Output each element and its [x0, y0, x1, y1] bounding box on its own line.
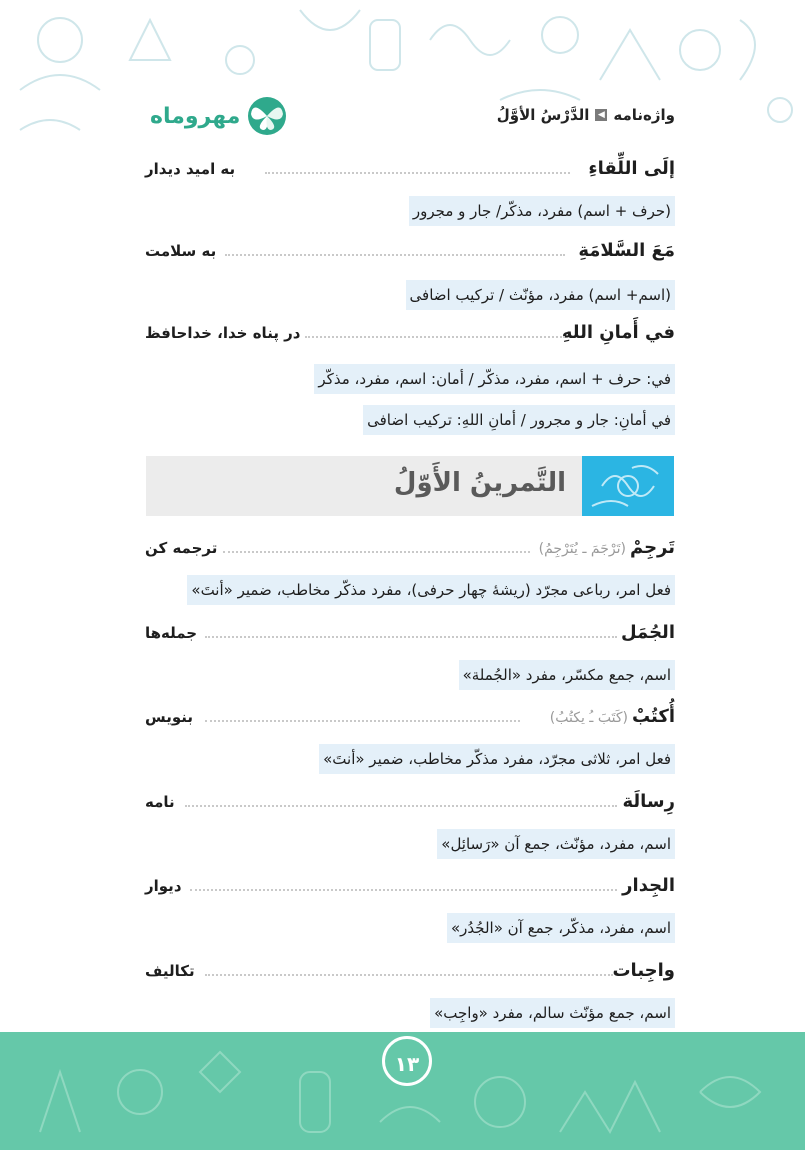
grammar-note: (اسم+ اسم) مفرد، مؤنّث / ترکیب اضافی — [406, 280, 675, 310]
grammar-note: اسم، جمع مکسّر، مفرد «الجُملة» — [459, 660, 675, 690]
vocab-entry — [145, 875, 675, 901]
vocab-entry — [145, 960, 675, 986]
dotted-leader — [205, 974, 613, 976]
butterfly-logo-icon — [244, 96, 290, 136]
dotted-leader — [225, 254, 565, 256]
grammar-note: اسم، جمع مؤنّث سالم، مفرد «واجِب» — [430, 998, 675, 1028]
brand — [150, 96, 290, 136]
breadcrumb-parent: واژه‌نامه — [613, 106, 675, 124]
dotted-leader — [223, 551, 530, 553]
breadcrumb — [497, 106, 675, 124]
page-number: ۱۳ — [382, 1036, 432, 1086]
vocab-entry — [145, 791, 675, 817]
section-title: التَّمرينُ الأَوّلُ — [393, 468, 566, 498]
arabic-word — [622, 875, 675, 896]
grammar-note: اسم، مفرد، مذکّر، جمع آن «الجُدُر» — [447, 913, 675, 943]
dotted-leader — [185, 805, 617, 807]
dotted-leader — [205, 720, 520, 722]
section-banner — [146, 456, 674, 516]
grammar-note: (حرف + اسم) مفرد، مذکّر/ جار و مجرور — [409, 196, 675, 226]
brand-name: مهروماه — [150, 103, 241, 129]
vocab-entry — [145, 622, 675, 648]
persian-translation: جمله‌ها — [145, 624, 198, 642]
dotted-leader — [305, 336, 565, 338]
arabic-word — [621, 622, 675, 643]
vocab-entry — [145, 537, 675, 563]
chevron-left-icon: ◀ — [595, 109, 607, 121]
vocab-entry — [145, 322, 675, 348]
word-text: الجُمَل — [620, 622, 675, 643]
root-hint: (کَتَبَ ـُ یکتُبُ) — [549, 710, 628, 726]
grammar-note: اسم، مفرد، مؤنّث، جمع آن «رَسائِل» — [437, 829, 675, 859]
word-text: أُكتُبْ — [631, 706, 675, 727]
word-text: تَرجِمْ — [629, 537, 675, 558]
persian-translation: به سلامت — [145, 242, 217, 260]
vocab-entry — [145, 240, 675, 266]
grammar-note: فعل امر، رباعی مجرّد (ریشهٔ چهار حرفی)، مفرد مذکّر مخاطب، ضمیر «أنتَ» — [187, 575, 675, 605]
vocab-entry — [145, 158, 675, 184]
persian-translation: دیوار — [145, 877, 182, 895]
breadcrumb-current: الدَّرْسُ الأوَّلُ — [496, 106, 590, 124]
arabic-word — [550, 706, 675, 727]
grammar-note: في أمانِ: جار و مجرور / أمانِ اللهِ: ترکیب اضافی — [363, 405, 675, 435]
page-header — [120, 96, 675, 136]
arabic-word — [612, 960, 675, 981]
arabic-word: في أَمانِ اللهِ — [561, 322, 675, 343]
persian-translation: به امید دیدار — [145, 160, 236, 178]
vocab-entry — [145, 706, 675, 732]
persian-translation: نامه — [145, 793, 175, 811]
dotted-leader — [190, 889, 617, 891]
grammar-note: فعل امر، ثلاثی مجرّد، مفرد مذکّر مخاطب، ضمیر «أنتَ» — [319, 744, 675, 774]
root-hint: (تَرْجَمَ ـ یُتَرْجِمُ) — [538, 541, 626, 557]
persian-translation: بنویس — [145, 708, 193, 726]
arabic-word: مَعَ السَّلامَةِ — [578, 240, 675, 261]
dotted-leader — [205, 636, 617, 638]
word-text: واجِبات — [612, 960, 675, 981]
floral-ornament-icon — [582, 456, 674, 516]
persian-translation: ترجمه کن — [145, 539, 218, 557]
word-text: الجِدار — [622, 875, 675, 896]
grammar-note: في: حرف + اسم، مفرد، مذکّر / أمان: اسم، مفرد، مذکّر — [314, 364, 675, 394]
persian-translation: در پناه خدا، خداحافظ — [145, 324, 301, 342]
arabic-word — [539, 537, 675, 558]
arabic-word — [623, 791, 676, 812]
dotted-leader — [265, 172, 570, 174]
word-text: رِسالَة — [622, 791, 675, 812]
persian-translation: تکالیف — [145, 962, 195, 980]
arabic-word: إلَی اللِّقاءِ — [588, 158, 675, 179]
